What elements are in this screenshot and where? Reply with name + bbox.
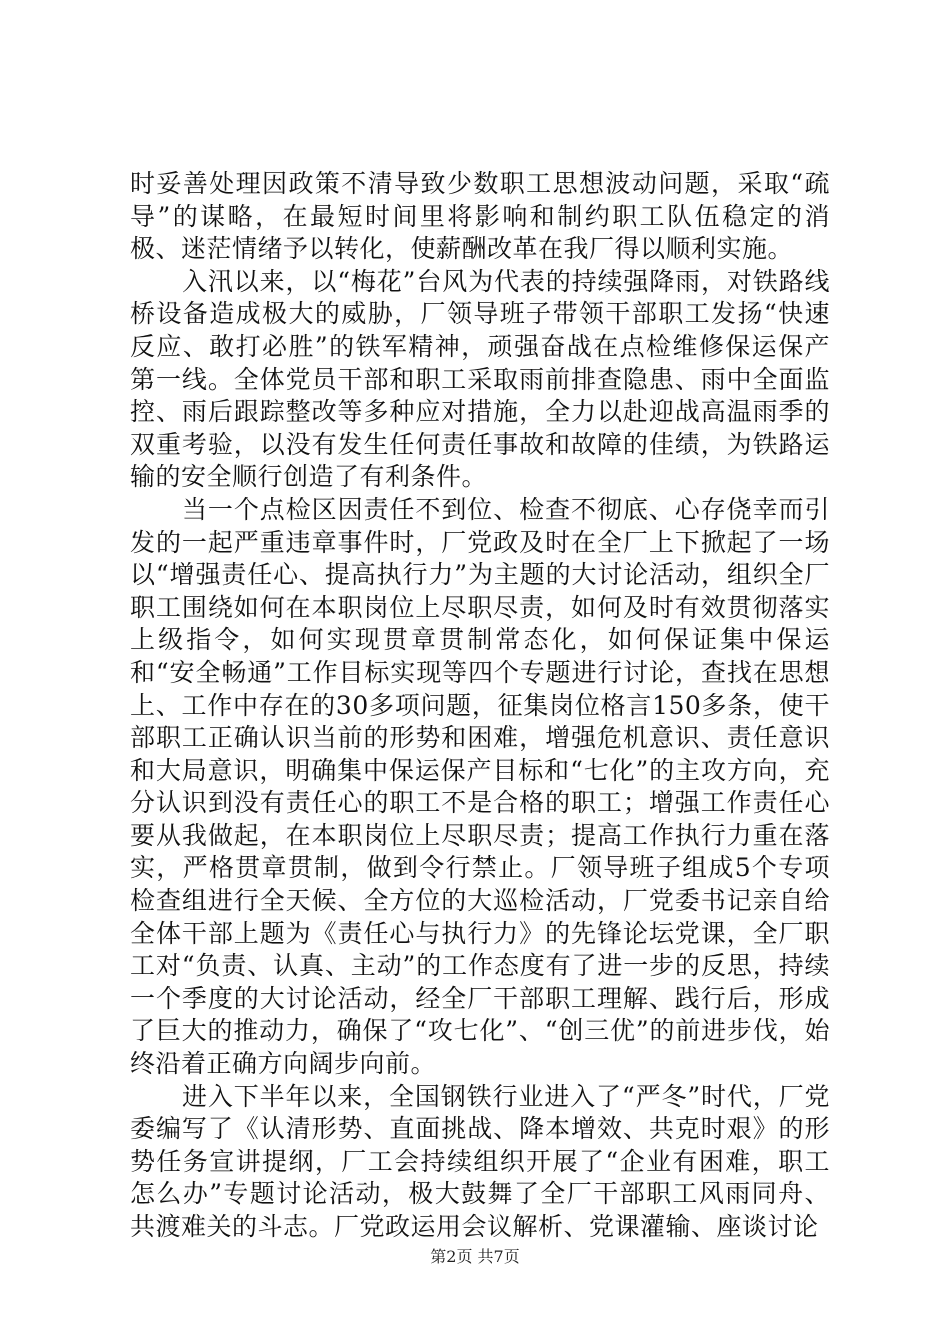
- paragraph-1: 时妥善处理因政策不清导致少数职工思想波动问题，采取“疏导”的谋略，在最短时间里将影响和制约职工队伍稳定的消极、迷茫情绪予以转化，使薪酬改革在我厂得以顺利实施。: [130, 169, 830, 264]
- page-number-footer: 第2页 共7页: [430, 1247, 520, 1266]
- paragraph-2: 入汛以来，以“梅花”台风为代表的持续强降雨，对铁路线桥设备造成极大的威胁，厂领导班子带领干部职工发扬“快速反应、敢打必胜”的铁军精神，顽强奋战在点检维修保运保产第一线。全体党员干部和职工采取雨前排查隐患、雨中全面监控、雨后跟踪整改等多种应对措施，全力以赴迎战高温雨季的双重考验，以没有发生任何责任事故和故障的佳绩，为铁路运输的安全顺行创造了有利条件。: [130, 266, 830, 492]
- paragraph-3: 当一个点检区因责任不到位、检查不彻底、心存侥幸而引发的一起严重违章事件时，厂党政及时在全厂上下掀起了一场以“增强责任心、提高执行力”为主题的大讨论活动，组织全厂职工围绕如何在本职岗位上尽职尽责，如何及时有效贯彻落实上级指令，如何实现贯章贯制常态化，如何保证集中保运和“安全畅通”工作目标实现等四个专题进行讨论，查找在思想上、工作中存在的30多项问题，征集岗位格言150多条，使干部职工正确认识当前的形势和困难，增强危机意识、责任意识和大局意识，明确集中保运保产目标和“七化”的主攻方向，充分认识到没有责任心的职工不是合格的职工；增强工作责任心要从我做起，在本职岗位上尽职尽责；提高工作执行力重在落实，严格贯章贯制，做到令行禁止。厂领导班子组成5个专项检查组进行全天候、全方位的大巡检活动，厂党委书记亲自给全体干部上题为《责任心与执行力》的先锋论坛党课，全厂职工对“负责、认真、主动”的工作态度有了进一步的反思，持续一个季度的大讨论活动，经全厂干部职工理解、践行后，形成了巨大的推动力，确保了“攻七化”、“创三优”的前进步伐，始终沿着正确方向阔步向前。: [130, 494, 830, 1079]
- paragraph-4: 进入下半年以来，全国钢铁行业进入了“严冬”时代，厂党委编写了《认清形势、直面挑战、降本增效、共克时艰》的形势任务宣讲提纲，厂工会持续组织开展了“企业有困难，职工怎么办”专题讨论活动，极大鼓舞了全厂干部职工风雨同舟、共渡难关的斗志。厂党政运用会议解析、党课灌输、座谈讨论: [130, 1081, 830, 1241]
- document-body: [130, 168, 830, 1244]
